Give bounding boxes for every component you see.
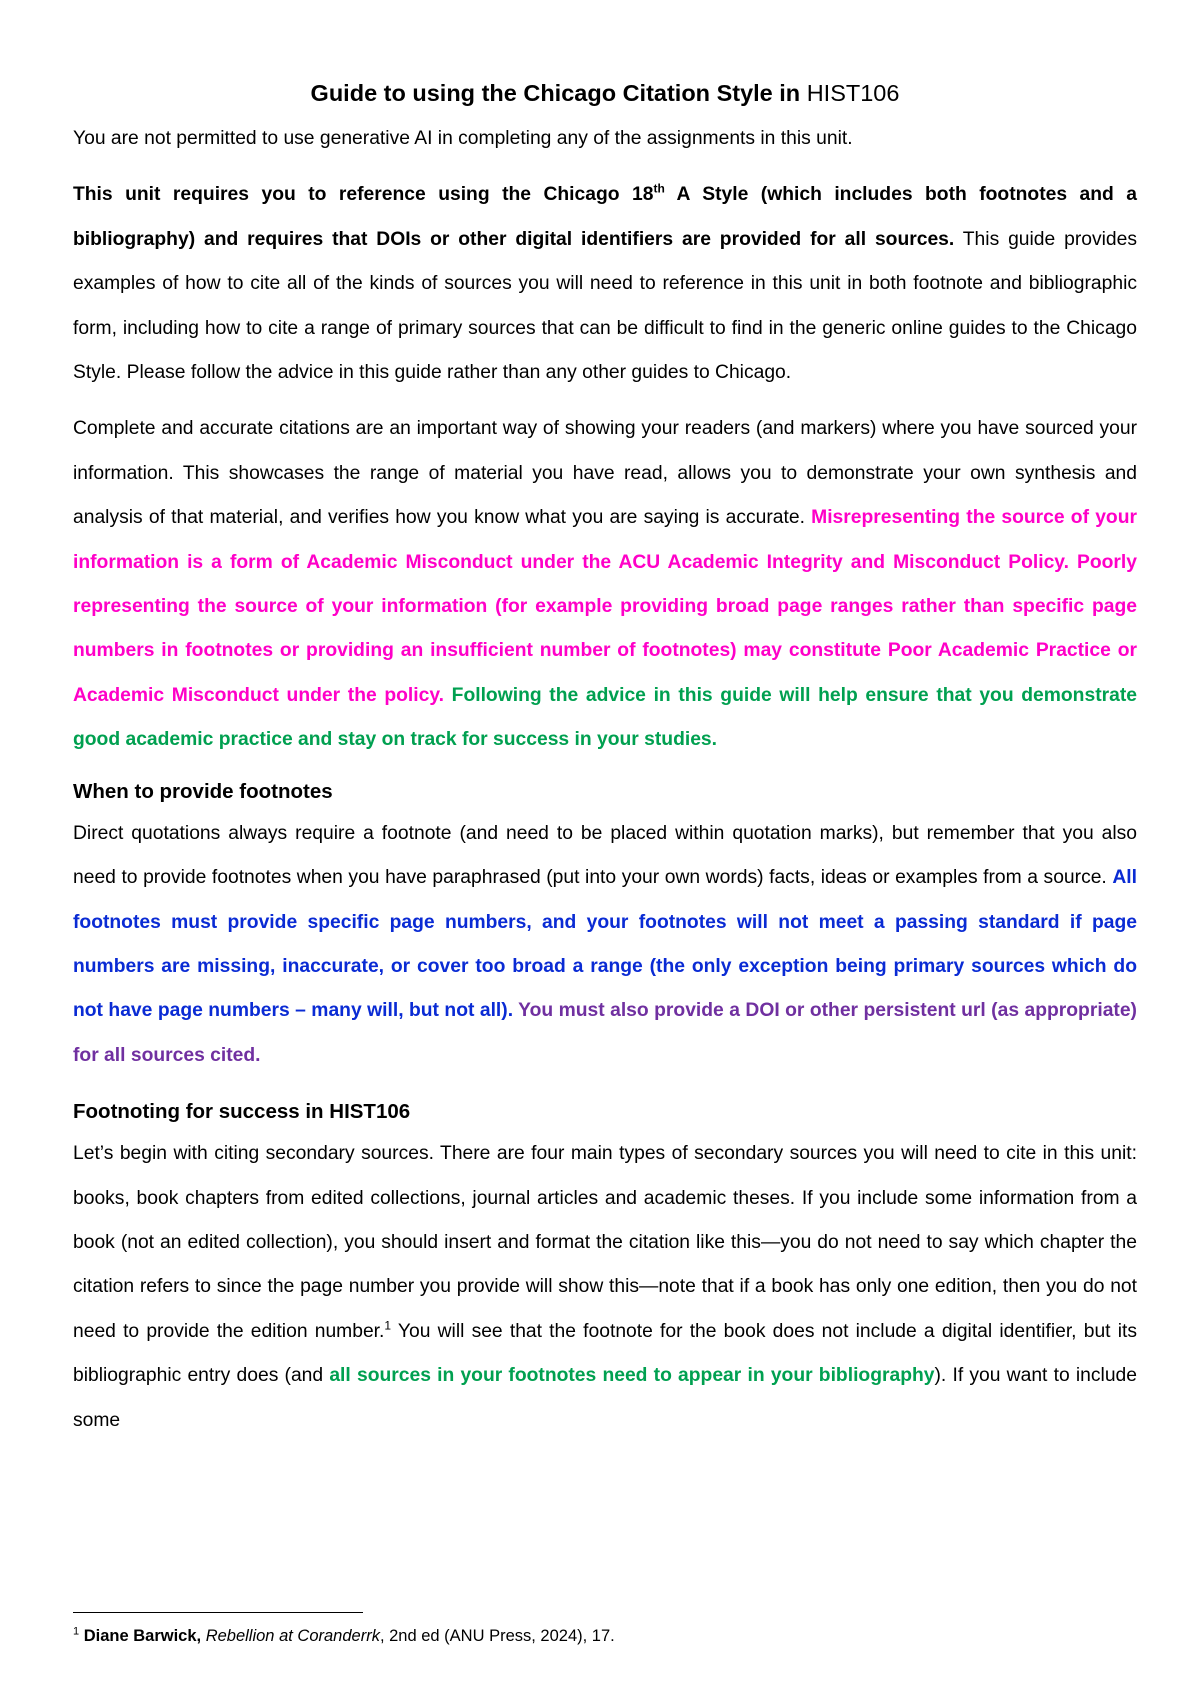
integrity-paragraph <box>73 407 1137 762</box>
ai-policy-statement: You are not permitted to use generative AI in completing any of the assignments in this unit. <box>73 128 853 149</box>
page-number-requirement: All footnotes must provide specific page numbers, and your footnotes will not meet a passing standard if page numbers are missing, inaccurate, or cover too broad a range (the only exception being primary sources which do not have page numbers – many will, but not all). <box>73 867 1137 1022</box>
bibliography-requirement: all sources in your footnotes need to appear in your bibliography <box>329 1365 935 1387</box>
document-title <box>73 78 1137 108</box>
footnote-author: Diane Barwick, <box>79 1627 206 1645</box>
doi-requirement: You must also provide a DOI or other persistent url (as appropriate) for all sources cited. <box>73 1000 1137 1066</box>
ordinal-suffix: th <box>653 181 665 196</box>
requirement-rest: This guide provides examples of how to cite all of the kinds of sources you will need to reference in this unit in both footnote and bibliographic form, including how to cite a range of primary sources that can be difficult to find in the generic online guides to the Chicago Style. Please follow the advice in this guide rather than any other guides to Chicago. <box>73 228 1137 384</box>
integrity-plain: Complete and accurate citations are an important way of showing your readers (and markers) where you have sourced your information. This showcases the range of material you have read, allows you to demonstrate your own synthesis and analysis of that material, and verifies how you know what you are saying is accurate. <box>73 418 1137 529</box>
footnote-plain: Direct quotations always require a footnote (and need to be placed within quotation marks), but remember that you also need to provide footnotes when you have paraphrased (put into your own words) facts, ideas or examples from a source. <box>73 822 1137 889</box>
secondary-plain-a: Let’s begin with citing secondary sources. There are four main types of secondary sources you will need to cite in this unit: books, book chapters from edited collections, journal articles and academic theses. If you include some information from a book (not an edited collection), you should insert and format the citation like this—you do not need to say which chapter the citation refers to since the page number you provide will show this—note that if a book has only one edition, then you do not need to provide the edition number. <box>73 1143 1137 1342</box>
title-main: Guide to using the Chicago Citation Style in <box>310 80 807 106</box>
requirement-bold-a: This unit requires you to reference using the Chicago 18 <box>73 184 654 206</box>
footnote-1 <box>73 1625 615 1647</box>
footnote-publication: , 2nd ed (ANU Press, 2024), 17. <box>379 1627 615 1645</box>
secondary-plain-c: ). If you want to include some <box>73 1365 1137 1431</box>
footnote-number: 1 <box>73 1625 80 1638</box>
footnote-reference[interactable]: 1 <box>384 1318 392 1333</box>
when-to-footnote-paragraph <box>73 812 1137 1078</box>
section-heading-when-to-footnote: When to provide footnotes <box>73 779 333 803</box>
section-heading-footnoting-for-success: Footnoting for success in HIST106 <box>73 1100 411 1124</box>
citation-requirement-paragraph <box>73 173 1137 395</box>
footnote-book-title: Rebellion at Coranderrk <box>205 1627 380 1645</box>
title-suffix: HIST106 <box>806 80 900 106</box>
footnote-separator <box>73 1612 363 1613</box>
document-page <box>73 78 1137 1443</box>
success-advice: Following the advice in this guide will help ensure that you demonstrate good academic practice and stay on track for success in your studies. <box>73 684 1137 751</box>
secondary-plain-b: You will see that the footnote for the book does not include a digital identifier, but its bibliographic entry does (and <box>73 1320 1137 1387</box>
misconduct-warning: Misrepresenting the source of your information is a form of Academic Misconduct under the ACU Academic Integrity and Misconduct Policy. Poorly representing the source of your information (for example providing broad page ranges rather than specific page numbers in footnotes or providing an insufficient number of footnotes) may constitute Poor Academic Practice or Academic Misconduct under the policy. <box>73 507 1137 706</box>
requirement-bold-b: A Style (which includes both footnotes and a bibliography) and requires that DOIs or other digital identifiers are provided for all sources. <box>73 184 1138 250</box>
secondary-sources-paragraph <box>73 1132 1137 1443</box>
